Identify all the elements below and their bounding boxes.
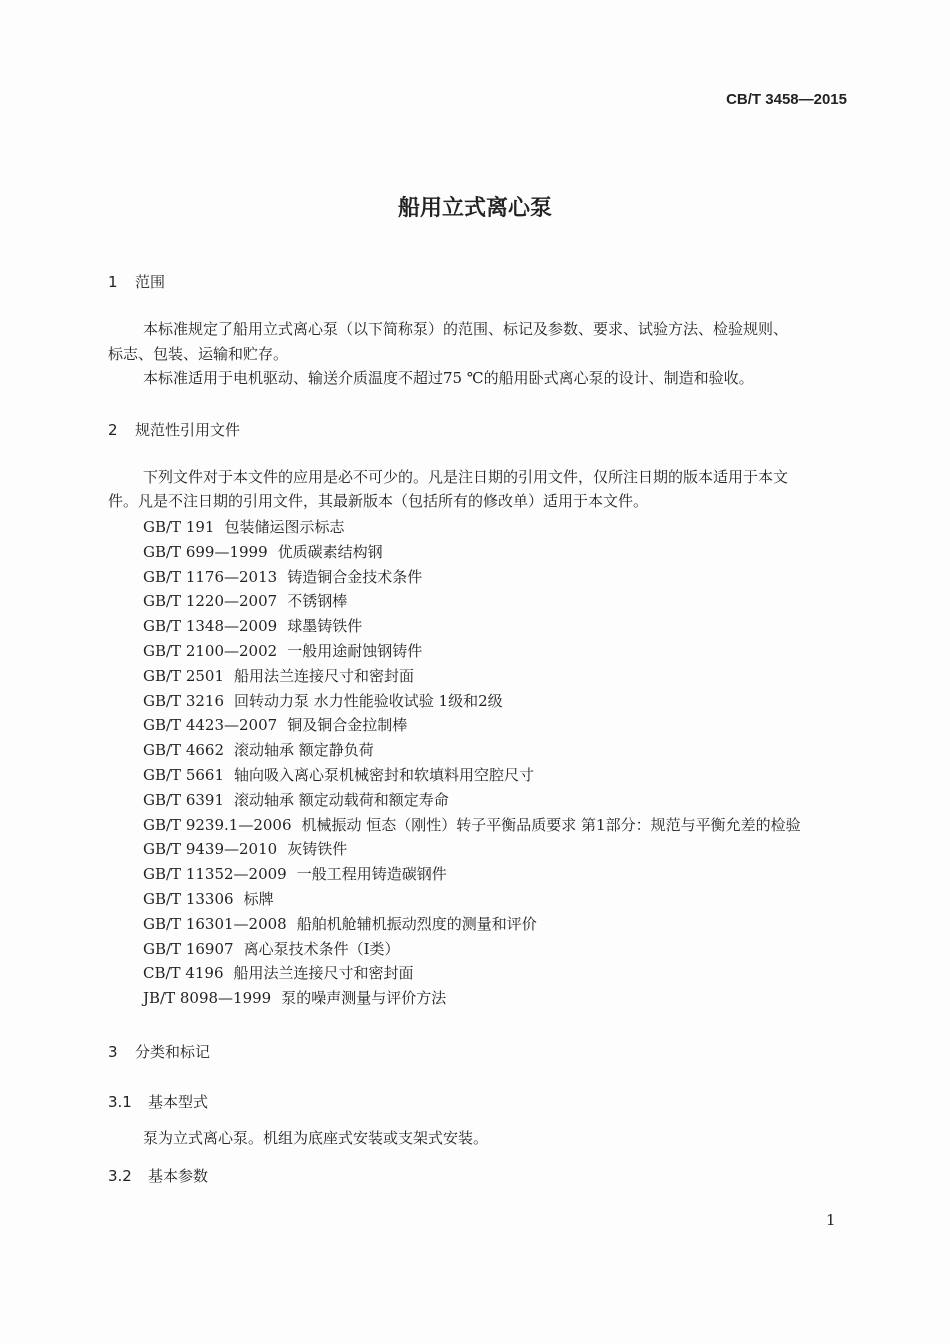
paragraph: 件。凡是不注日期的引用文件，其最新版本（包括所有的修改单）适用于本文件。 <box>108 492 649 510</box>
reference-title: 一般工程用铸造碳钢件 <box>296 865 447 884</box>
paragraph: 泵为立式离心泵。机组为底座式安装或支架式安装。 <box>143 1129 489 1147</box>
section-number: 3.1 <box>108 1093 132 1111</box>
reference-item <box>143 739 374 760</box>
page-number: 1 <box>826 1211 836 1229</box>
reference-item <box>143 665 414 686</box>
reference-item <box>143 566 422 587</box>
reference-title: 轴向吸入离心泵机械密封和软填料用空腔尺寸 <box>234 766 535 784</box>
section-number: 2 <box>108 421 118 439</box>
reference-title: 标牌 <box>243 890 274 908</box>
reference-title: 不锈钢棒 <box>287 592 348 611</box>
reference-title: 回转动力泵 水力性能验收试验 1级和2级 <box>234 691 503 710</box>
paragraph: 本标准规定了船用立式离心泵（以下简称泵）的范围、标记及参数、要求、试验方法、检验规则、 <box>143 320 789 338</box>
reference-code: GB/T 13306 <box>143 890 234 908</box>
reference-title: 铜及铜合金拉制棒 <box>287 716 408 735</box>
section-3-heading <box>108 1041 210 1062</box>
paragraph: 标志、包装、运输和贮存。 <box>108 345 289 363</box>
reference-item <box>143 714 407 735</box>
reference-code: GB/T 4662 <box>143 741 225 760</box>
reference-item <box>143 615 362 636</box>
reference-code: GB/T 699—1999 <box>143 542 268 561</box>
reference-code: GB/T 2100—2002 <box>143 642 278 660</box>
section-title: 基本型式 <box>148 1093 209 1111</box>
section-1-heading <box>108 271 165 292</box>
section-title: 分类和标记 <box>135 1043 211 1061</box>
reference-title: 机械振动 恒态（刚性）转子平衡品质要求 第1部分：规范与平衡允差的检验 <box>301 815 801 834</box>
reference-title: 船舶机舱辅机振动烈度的测量和评价 <box>296 914 537 933</box>
section-3-1-heading <box>108 1091 208 1112</box>
document-title: 船用立式离心泵 <box>397 196 552 221</box>
reference-code: GB/T 11352—2009 <box>143 865 287 884</box>
reference-code: GB/T 4423—2007 <box>143 716 278 735</box>
reference-code: GB/T 1220—2007 <box>143 592 278 611</box>
reference-code: GB/T 2501 <box>143 666 225 685</box>
reference-title: 泵的噪声测量与评价方法 <box>281 989 447 1008</box>
reference-item <box>143 690 503 711</box>
reference-item <box>143 962 414 983</box>
reference-item <box>143 888 274 909</box>
reference-code: GB/T 6391 <box>143 790 225 809</box>
reference-item <box>143 987 446 1008</box>
reference-item <box>143 913 537 934</box>
reference-title: 铸造铜合金技术条件 <box>287 567 423 586</box>
reference-item <box>143 789 449 810</box>
reference-title: 灰铸铁件 <box>287 840 348 859</box>
reference-item <box>143 541 383 562</box>
reference-item <box>143 764 534 785</box>
reference-code: GB/T 1176—2013 <box>143 567 278 586</box>
reference-code: GB/T 5661 <box>143 766 225 784</box>
reference-code: JB/T 8098—1999 <box>143 989 272 1008</box>
reference-item <box>143 590 347 611</box>
reference-item <box>143 838 347 859</box>
reference-title: 滚动轴承 额定动载荷和额定寿命 <box>234 790 449 809</box>
reference-item <box>143 814 801 835</box>
reference-item <box>143 863 447 884</box>
reference-code: GB/T 1348—2009 <box>143 617 278 636</box>
reference-title: 滚动轴承 额定静负荷 <box>234 741 374 760</box>
section-number: 1 <box>108 273 118 291</box>
reference-item <box>143 640 422 661</box>
standard-number: CB/T 3458—2015 <box>726 91 847 108</box>
section-number: 3.2 <box>108 1167 132 1185</box>
reference-title: 包装储运图示标志 <box>224 518 345 536</box>
section-title: 基本参数 <box>148 1167 209 1185</box>
reference-code: GB/T 16907 <box>143 939 234 958</box>
section-number: 3 <box>108 1043 118 1061</box>
section-title: 规范性引用文件 <box>135 421 241 439</box>
paragraph: 下列文件对于本文件的应用是必不可少的。凡是注日期的引用文件，仅所注日期的版本适用于本文 <box>143 468 789 486</box>
section-2-heading <box>108 419 240 440</box>
reference-title: 球墨铸铁件 <box>287 617 363 636</box>
reference-code: GB/T 191 <box>143 518 215 536</box>
reference-item <box>143 938 400 959</box>
reference-code: GB/T 3216 <box>143 691 225 710</box>
reference-title: 优质碳素结构钢 <box>277 542 383 561</box>
reference-item <box>143 516 344 537</box>
section-title: 范围 <box>135 273 166 291</box>
reference-code: GB/T 9439—2010 <box>143 840 278 859</box>
section-3-2-heading <box>108 1165 208 1186</box>
reference-title: 离心泵技术条件（I类） <box>243 939 400 958</box>
reference-code: CB/T 4196 <box>143 964 224 983</box>
reference-title: 一般用途耐蚀钢铸件 <box>287 642 423 660</box>
reference-title: 船用法兰连接尺寸和密封面 <box>234 666 415 685</box>
reference-code: GB/T 9239.1—2006 <box>143 815 292 834</box>
reference-code: GB/T 16301—2008 <box>143 914 287 933</box>
reference-title: 船用法兰连接尺寸和密封面 <box>233 964 414 983</box>
paragraph: 本标准适用于电机驱动、输送介质温度不超过75 ℃的船用卧式离心泵的设计、制造和验收。 <box>143 369 754 387</box>
